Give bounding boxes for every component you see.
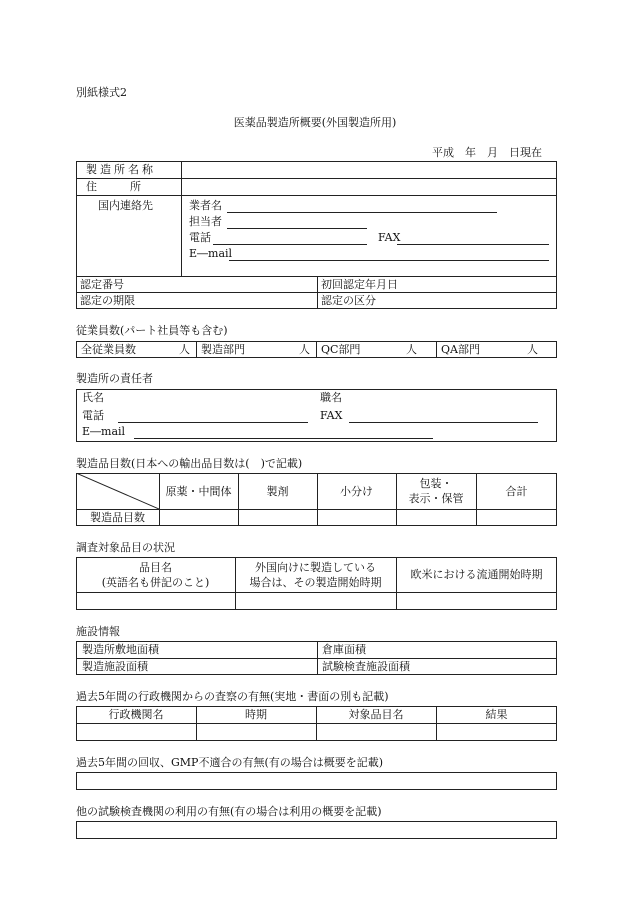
products-row-label: 製造品目数 <box>90 511 145 524</box>
col-subdivision: 小分け <box>340 484 373 498</box>
col-foreign-start: 外国向けに製造している 場合は、その製造開始時期 <box>249 560 382 589</box>
lab-area-label: 試験検査施設面積 <box>322 660 410 673</box>
facility-heading: 施設情報 <box>76 625 120 638</box>
recalls-field[interactable] <box>76 772 557 790</box>
manager-title-label: 職名 <box>320 391 342 404</box>
recalls-heading: 過去5年間の回収、GMP不適合の有無(有の場合は概要を記載) <box>76 756 384 769</box>
manager-email-label: E―mail <box>82 425 126 438</box>
manager-heading: 製造所の責任者 <box>76 372 153 385</box>
contact-phone-field[interactable] <box>213 244 367 245</box>
col-agency: 行政機関名 <box>108 708 164 721</box>
plant-area-label: 製造施設面積 <box>82 660 148 673</box>
diagonal-header-cell <box>76 473 159 509</box>
manager-phone-field[interactable] <box>118 422 308 423</box>
col-target-item: 対象品目名 <box>348 708 404 721</box>
date-line: 平成 年 月 日現在 <box>432 146 542 159</box>
other-labs-heading: 他の試験検査機関の利用の有無(有の場合は利用の概要を記載) <box>76 805 382 818</box>
col-api-intermediate: 原薬・中間体 <box>165 484 232 498</box>
col-formulation: 製剤 <box>266 484 289 498</box>
col-packaging: 包装・ 表示・保管 <box>408 477 464 505</box>
qa-employees-label: QA部門 <box>441 343 480 356</box>
col-period: 時期 <box>245 708 267 721</box>
manufacturing-employees-label: 製造部門 <box>201 343 245 356</box>
person-label: 担当者 <box>189 215 222 228</box>
manager-phone-label: 電話 <box>82 409 104 422</box>
employees-heading: 従業員数(パート社員等も含む) <box>76 324 228 337</box>
manager-email-field[interactable] <box>134 438 433 439</box>
domestic-contact-label: 国内連絡先 <box>98 199 153 212</box>
other-labs-field[interactable] <box>76 821 557 839</box>
contact-fax-label: FAX <box>378 231 401 244</box>
form-id: 別紙様式2 <box>76 86 127 99</box>
qc-employees-unit: 人 <box>406 343 417 356</box>
manager-name-label: 氏名 <box>82 391 104 404</box>
cert-category-label: 認定の区分 <box>321 294 376 307</box>
page-title: 医薬品製造所概要(外国製造所用) <box>233 116 397 129</box>
total-employees-label: 全従業員数 <box>81 343 136 356</box>
cert-number-label: 認定番号 <box>80 278 124 291</box>
manager-fax-field[interactable] <box>349 422 538 423</box>
inspected-items-heading: 調査対象品目の状況 <box>76 541 175 554</box>
contact-fax-field[interactable] <box>397 244 549 245</box>
products-heading: 製造品目数(日本への輸出品目数は( )で記載) <box>76 457 303 470</box>
first-cert-date-label: 初回認定年月日 <box>321 278 398 291</box>
site-name-label: 製造所名称 <box>86 163 156 176</box>
warehouse-area-label: 倉庫面積 <box>322 643 366 656</box>
col-item-name: 品目名 (英語名も併記のこと) <box>101 560 210 589</box>
col-western-start: 欧米における流通開始時期 <box>410 568 543 581</box>
qc-employees-label: QC部門 <box>321 343 361 356</box>
manager-fax-label: FAX <box>320 409 343 422</box>
contact-phone-label: 電話 <box>189 231 211 244</box>
inspections-heading: 過去5年間の行政機関からの査察の有無(実地・書面の別も記載) <box>76 690 389 703</box>
total-employees-unit: 人 <box>179 343 190 356</box>
company-field[interactable] <box>227 212 497 213</box>
qa-employees-unit: 人 <box>527 343 538 356</box>
col-total: 合計 <box>505 484 528 498</box>
site-address-label: 住 所 <box>86 180 141 193</box>
site-area-label: 製造所敷地面積 <box>82 643 159 656</box>
col-result: 結果 <box>485 708 508 721</box>
person-field[interactable] <box>227 228 367 229</box>
company-label: 業者名 <box>189 199 222 212</box>
contact-email-field[interactable] <box>229 260 549 261</box>
cert-period-label: 認定の期限 <box>80 294 135 307</box>
contact-email-label: E―mail <box>189 247 233 260</box>
manufacturing-employees-unit: 人 <box>299 343 310 356</box>
